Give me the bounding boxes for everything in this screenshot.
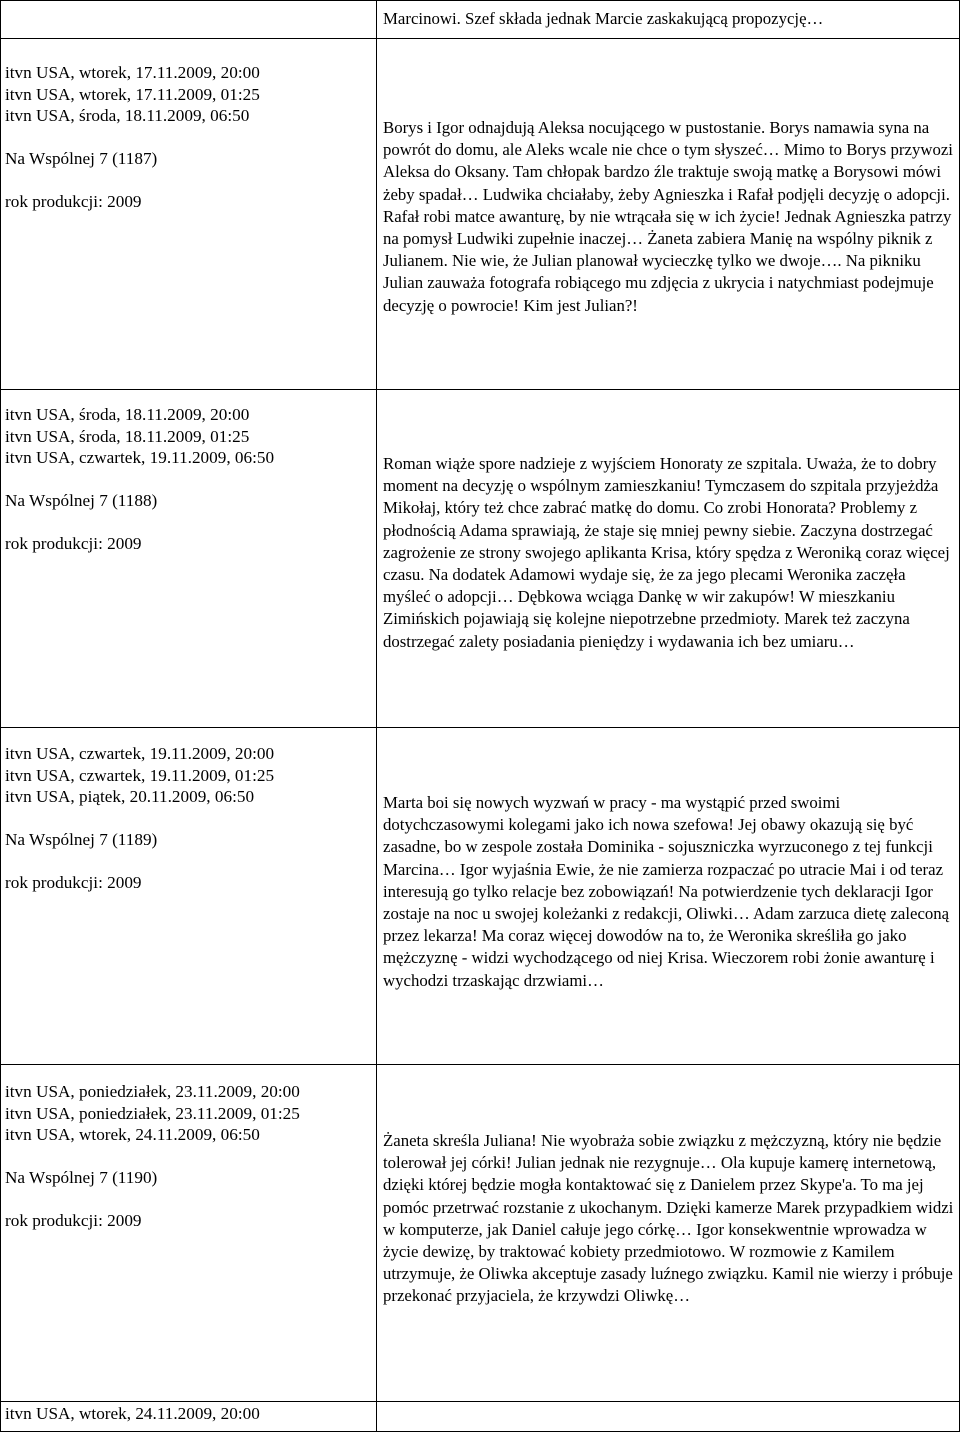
broadcast-time: itvn USA, wtorek, 24.11.2009, 20:00 xyxy=(5,1404,260,1423)
episode-info xyxy=(5,62,371,213)
production-year: rok produkcji: 2009 xyxy=(5,192,142,211)
episode-info xyxy=(5,743,371,894)
episode-description: Roman wiąże spore nadzieje z wyjściem Honoraty ze szpitala. Uważa, że to dobry moment na decyzję o wspólnym zamieszkaniu! Tymczasem do szpitala przyjeżdża Mikołaj, który też chce zabrać matkę do domu. Co zrobi Honorata? Problemy z płodnością Adama sprawiają, że staje się mniej pewny siebie. Zaczyna dostrzegać zagrożenie ze strony swojego aplikanta Krisa, który spędza z Weroniką coraz więcej czasu. Na dodatek Adamowi wydaje się, że za jego plecami Weronika zaczęła myśleć o adopcji… Dębkowa wciąga Dankę w wir zakupów! W mieszkaniu Zimińskich pojawiają się kolejne niepotrzebne przedmioty. Marek też zaczyna dostrzegać zalety posiadania pieniędzy i wydawania ich bez umiaru… xyxy=(383,454,950,651)
broadcast-time: itvn USA, poniedziałek, 23.11.2009, 01:25 xyxy=(5,1103,300,1123)
broadcast-time: itvn USA, wtorek, 17.11.2009, 01:25 xyxy=(5,84,260,104)
episode-info xyxy=(5,404,371,555)
episode-description: Borys i Igor odnajdują Aleksa nocującego w pustostanie. Borys namawia syna na powrót do domu, ale Aleks wcale nie chce o tym słyszeć… Mimo to Borys przywozi Aleksa do Oksany. Tam chłopak bardzo źle traktuje swoją matkę a Borysowi mówi żeby spadał… Ludwika chciałaby, żeby Agnieszka i Rafał podjęli decyzję o adopcji. Rafał robi matce awanturę, by nie wtrącała się w ich życie! Jednak Agnieszka patrzy na pomysł Ludwiki zupełnie inaczej… Żaneta zabiera Manię na wspólny piknik z Julianem. Nie wie, że Julian planował wycieczkę tylko we dwoje…. Na pikniku Julian zauważa fotografa robiącego mu zdjęcia z ukrycia i natychmiast podejmuje decyzję o powrocie! Kim jest Julian?! xyxy=(383,118,953,315)
broadcast-time: itvn USA, czwartek, 19.11.2009, 06:50 xyxy=(5,448,275,467)
production-year: rok produkcji: 2009 xyxy=(5,1211,142,1230)
episode-title: Na Wspólnej 7 (1189) xyxy=(5,830,158,849)
row-divider xyxy=(0,38,960,39)
episode-title: Na Wspólnej 7 (1190) xyxy=(5,1168,158,1187)
production-year: rok produkcji: 2009 xyxy=(5,873,142,892)
row-divider xyxy=(0,727,960,728)
production-year: rok produkcji: 2009 xyxy=(5,534,142,553)
broadcast-time: itvn USA, środa, 18.11.2009, 06:50 xyxy=(5,106,250,125)
episode-title: Na Wspólnej 7 (1188) xyxy=(5,491,158,510)
broadcast-time: itvn USA, środa, 18.11.2009, 20:00 xyxy=(5,405,250,424)
broadcast-time: itvn USA, środa, 18.11.2009, 01:25 xyxy=(5,426,250,446)
row-divider xyxy=(0,1401,960,1402)
episode-title: Na Wspólnej 7 (1187) xyxy=(5,149,158,168)
episode-info xyxy=(5,1081,371,1232)
row-divider xyxy=(0,1064,960,1065)
broadcast-time: itvn USA, piątek, 20.11.2009, 06:50 xyxy=(5,787,255,806)
episode-description: Marta boi się nowych wyzwań w pracy - ma wystąpić przed swoimi dotychczasowymi kolegami jako ich nowa szefowa! Jej obawy okazują się być zasadne, bo w zespole została Dominika - sojuszniczka wyrzuconego z tej funkcji Marcina… Igor wyjaśnia Ewie, że nie zamierza rozpaczać po utracie Mai i od teraz interesują go tylko relacje bez zobowiązań! Na potwierdzenie tych deklaracji Igor zostaje na noc u swojej koleżanki z redakcji, Oliwki… Adam zarzuca dietę zaleconą przez lekarza! Ma coraz więcej dowodów na to, że Weronika skreśliła go jako mężczyznę - widzi wychodzącego od niej Krisa. Wieczorem robi żonie awanturę i wychodzi trzaskając drzwiami… xyxy=(383,793,950,990)
episode-description: Żaneta skreśla Juliana! Nie wyobraża sobie związku z mężczyzną, który nie będzie tolerował jej córki! Julian jednak nie rezygnuje… Ola kupuje kamerę internetową, dzięki której będzie mogła kontaktować się z Danielem przez Skype'a. To ma jej pomóc przetrwać rozstanie z ukochanym. Dzięki kamerze Marek przypadkiem widzi w komputerze, jak Daniel całuje jego córkę… Igor konsekwentnie wprowadza w życie dewizę, by traktować kobiety przedmiotowo. W rozmowie z Kamilem utrzymuje, że Oliwka akceptuje zasady luźnego związku. Kamil nie wierzy i próbuje przekonać przyjaciela, że krzywdzi Oliwkę… xyxy=(383,1131,954,1306)
row-divider xyxy=(0,389,960,390)
broadcast-time: itvn USA, wtorek, 17.11.2009, 20:00 xyxy=(5,63,260,82)
broadcast-time: itvn USA, czwartek, 19.11.2009, 01:25 xyxy=(5,765,275,785)
episode-info xyxy=(5,1403,371,1425)
column-divider xyxy=(376,0,377,1432)
broadcast-time: itvn USA, poniedziałek, 23.11.2009, 20:00 xyxy=(5,1082,300,1101)
previous-description-fragment: Marcinowi. Szef składa jednak Marcie zaskakującą propozycję… xyxy=(383,9,824,28)
broadcast-time: itvn USA, wtorek, 24.11.2009, 06:50 xyxy=(5,1125,260,1144)
broadcast-time: itvn USA, czwartek, 19.11.2009, 20:00 xyxy=(5,744,275,763)
